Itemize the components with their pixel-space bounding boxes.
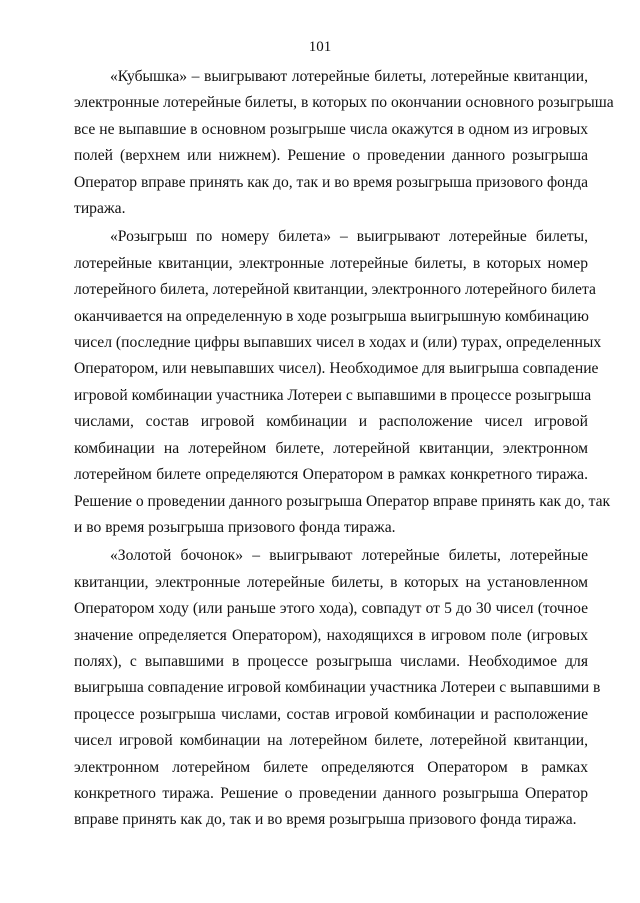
text-line: конкретного тиража. Решение о проведении данного розыгрыша Оператор xyxy=(74,784,588,802)
text-line: числами, состав игровой комбинации и расположение чисел игровой xyxy=(74,413,588,431)
text-line: электронные лотерейные билеты, в которых по окончании основного розыгрыша xyxy=(74,94,614,112)
text-line: и во время розыгрыша призового фонда тиража. xyxy=(74,518,396,536)
text-line: Оператор вправе принять как до, так и во время розыгрыша призового фонда xyxy=(74,173,589,191)
text-line: лотерейные квитанции, электронные лотерейные билеты, в которых номер xyxy=(74,254,588,272)
text-line: лотерейного билета, лотерейной квитанции, электронного лотерейного билета xyxy=(74,281,596,299)
text-line: комбинации на лотерейном билете, лотерейной квитанции, электронном xyxy=(74,439,588,457)
paragraph xyxy=(74,224,611,541)
text-line: чисел (последние цифры выпавших чисел в ходах и (или) турах, определенных xyxy=(74,334,602,352)
text-line: полях), с выпавшими в процессе розыгрыша числами. Необходимое для xyxy=(74,652,588,670)
text-line: «Золотой бочонок» – выигрывают лотерейные билеты, лотерейные xyxy=(110,547,588,565)
paragraph xyxy=(74,64,614,222)
text-line: электронном лотерейном билете определяются Оператором в рамках xyxy=(74,758,588,776)
text-line: Оператором, или невыпавших чисел). Необходимое для выигрыша совпадение xyxy=(74,360,599,378)
text-line: игровой комбинации участника Лотереи с выпавшими в процессе розыгрыша xyxy=(74,386,592,404)
text-line: выигрыша совпадение игровой комбинации участника Лотереи с выпавшими в xyxy=(74,679,601,697)
text-line: чисел игровой комбинации на лотерейном билете, лотерейной квитанции, xyxy=(74,732,588,750)
text-line: квитанции, электронные лотерейные билеты, в которых на установленном xyxy=(74,573,588,591)
page-number: 101 xyxy=(308,39,332,55)
text-line: Решение о проведении данного розыгрыша Оператор вправе принять как до, так xyxy=(74,492,611,510)
text-line: тиража. xyxy=(74,200,126,218)
text-line: значение определяется Оператором), находящихся в игровом поле (игровых xyxy=(74,626,588,644)
paragraph xyxy=(74,543,601,833)
body-text xyxy=(74,64,614,836)
text-line: процессе розыгрыша числами, состав игровой комбинации и расположение xyxy=(74,705,588,723)
text-line: Оператором ходу (или раньше этого хода), совпадут от 5 до 30 чисел (точное xyxy=(74,600,588,618)
text-line: лотерейном билете определяются Оператором в рамках конкретного тиража. xyxy=(74,466,588,484)
text-line: вправе принять как до, так и во время розыгрыша призового фонда тиража. xyxy=(74,811,577,829)
text-line: все не выпавшие в основном розыгрыше числа окажутся в одном из игровых xyxy=(74,120,588,138)
text-line: «Кубышка» – выигрывают лотерейные билеты, лотерейные квитанции, xyxy=(110,68,588,85)
text-line: оканчивается на определенную в ходе розыгрыша выигрышную комбинацию xyxy=(74,307,589,325)
text-line: «Розыгрыш по номеру билета» – выигрывают лотерейные билеты, xyxy=(110,228,588,246)
text-line: полей (верхнем или нижнем). Решение о проведении данного розыгрыша xyxy=(74,147,588,165)
